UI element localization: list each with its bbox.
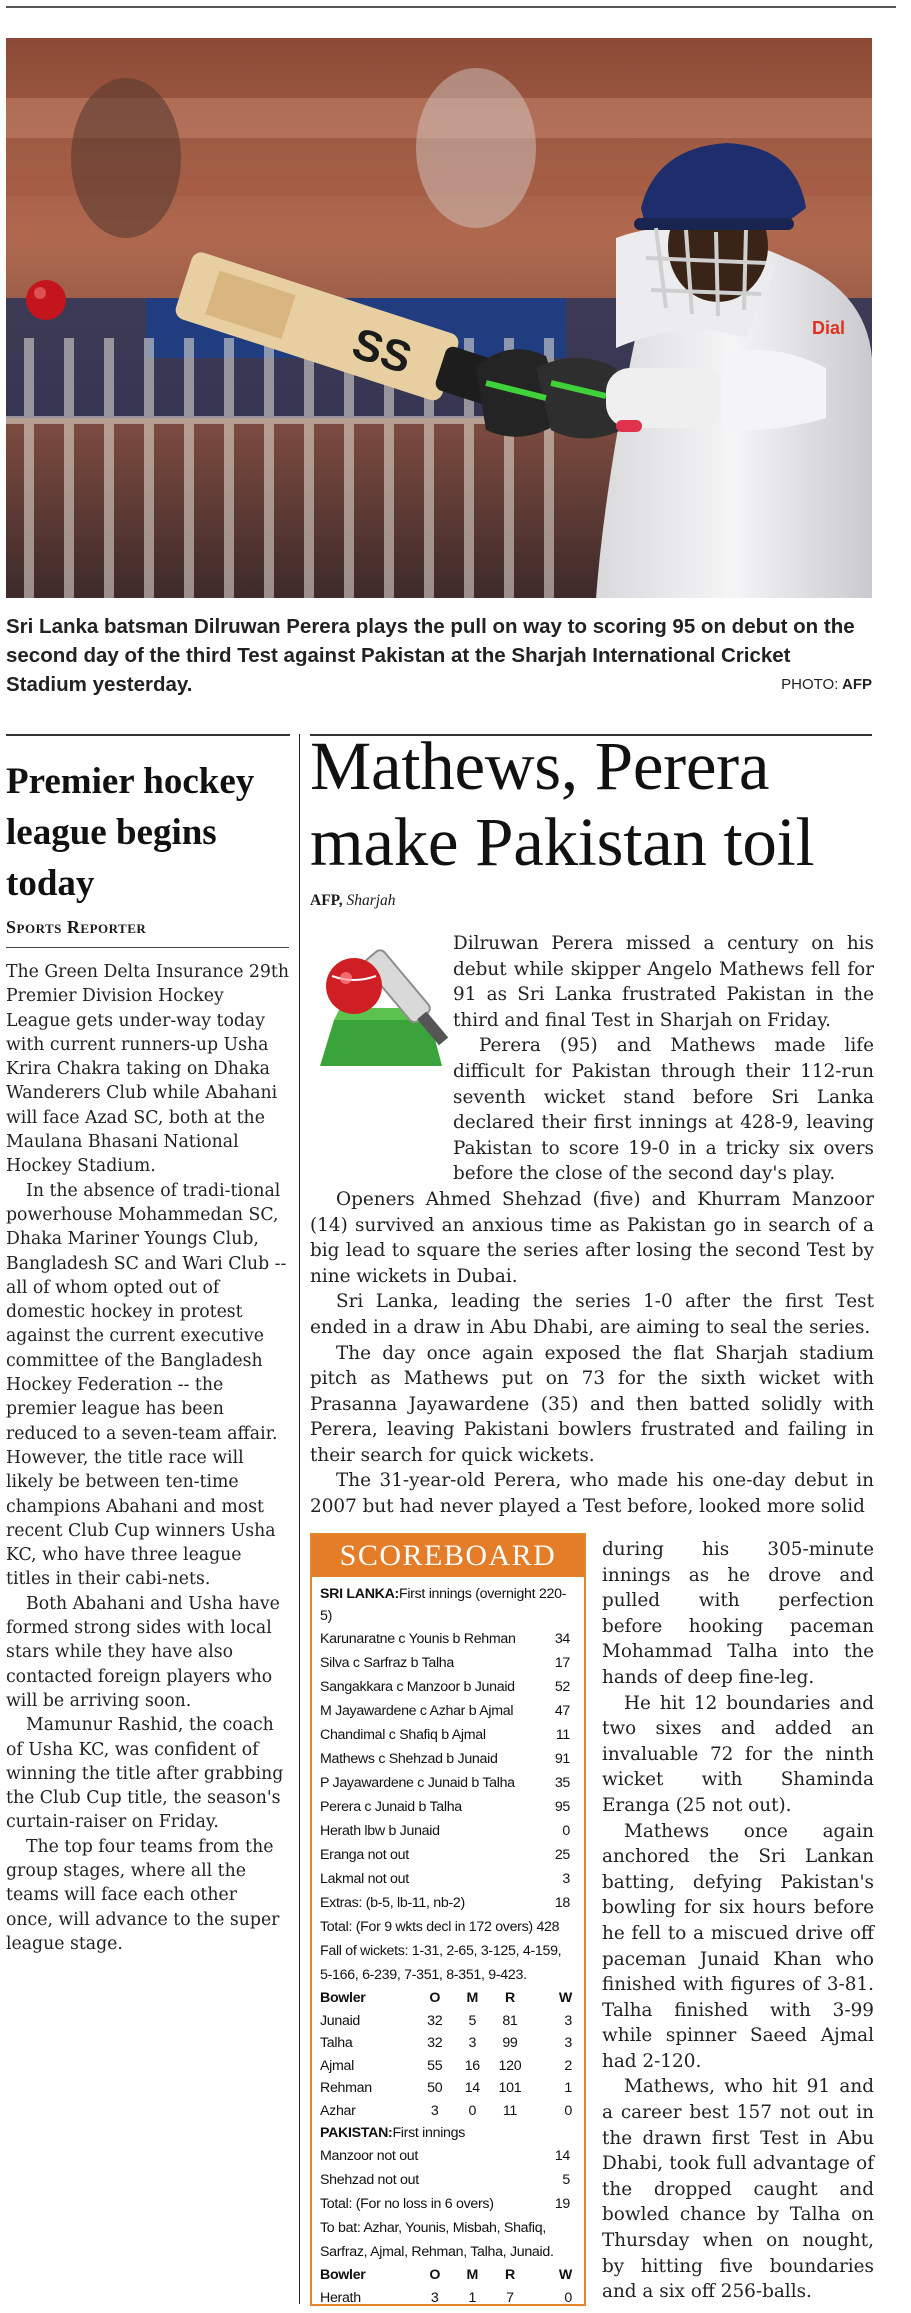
bowling-header-cell: W [558, 2267, 572, 2283]
sl-fall-of-wickets: Fall of wickets: 1-31, 2-65, 3-125, 4-159, 5-166, 6-239, 7-351, 8-351, 9-423. [320, 1943, 562, 1983]
photo-caption: Sri Lanka batsman Dilruwan Perera plays the pull on way to scoring 95 on debut on the second day of the third Test against Pakistan at the Sharjah International Cricket Stadium yesterday. [6, 615, 855, 696]
hockey-separator [6, 947, 289, 948]
main-paragraph: Perera (95) and Mathews made life difficult for Pakistan through their 112-run seventh wicket stand before Sri Lanka declared their first innings at 428-9, leaving Pakistan to score 19-0 in a tricky six overs before the close of the second day's play. [453, 1035, 874, 1185]
sl-innings-heading [320, 1583, 576, 1627]
batsman-runs: 17 [554, 1655, 570, 1671]
maidens-cell: 14 [464, 2080, 480, 2096]
batsman-runs: 95 [554, 1799, 570, 1815]
wickets-cell: 3 [564, 2035, 572, 2051]
main-article [310, 931, 874, 1520]
batsman-entry: Lakmal not out [320, 1871, 409, 1887]
sl-team: SRI LANKA: [320, 1586, 399, 1602]
hockey-body [6, 960, 289, 1956]
runs-cell: 7 [506, 2289, 514, 2306]
hockey-paragraph: The Green Delta Insurance 29th Premier Division Hockey League gets under-way today with current runners-up Usha Krira Chakra taking on Dhaka Wanderers Club while Abahani will face Azad SC, both at the Maulana Bhasani National Hockey Stadium. [6, 962, 289, 1177]
batsman-runs: 34 [554, 1631, 570, 1647]
sl-bowling-header [320, 2264, 576, 2287]
photo-credit-source: AFP [842, 676, 872, 693]
pak-bowling-row [320, 2055, 576, 2078]
bat-logo: SS [346, 318, 418, 384]
overs-cell: 55 [427, 2057, 443, 2074]
maidens-cell: 1 [468, 2289, 477, 2306]
bowling-header-cell: Bowler [320, 2267, 366, 2283]
batsman-entry: M Jayawardene c Azhar b Ajmal [320, 1703, 514, 1719]
scoreboard-body [312, 1577, 584, 2309]
sl-batting-row [320, 1819, 576, 1843]
overs-cell: 32 [427, 2035, 443, 2051]
bowler-name: Rehman [320, 2080, 372, 2096]
batsman-runs: 91 [554, 1751, 570, 1767]
bowling-header-cell: W [558, 1990, 572, 2006]
sl-batting-row [320, 1699, 576, 1723]
pak-batting-row [320, 2168, 576, 2192]
hockey-paragraph: In the absence of tradi-tional powerhouse Mohammedan SC, Dhaka Mariner Youngs Club, Bangladesh SC and Wari Club -- all of whom opted out of domestic hockey in protest against the current executive committee of the Bangladesh Hockey Federation -- the premier league has been reduced to a seven-team affair. However, the title race will likely be between ten-time champions Abahani and most recent Club Cup winners Usha KC, who have three league titles in their cabi-nets. [6, 1180, 287, 1590]
maidens-cell: 0 [468, 2102, 477, 2119]
batsman-entry: Perera c Junaid b Talha [320, 1799, 462, 1815]
sl-total: Total: (For 9 wkts decl in 172 overs) 428 [320, 1919, 560, 1935]
main-paragraph: The day once again exposed the flat Sharjah stadium pitch as Mathews put on 73 for the sixth wicket with Prasanna Jayawardene (35) and then batted solidly with Perera, leaving Pakistani bowlers frustrated and failing in their search for quick wickets. [310, 1342, 874, 1466]
batsman-entry: Chandimal c Shafiq b Ajmal [320, 1727, 486, 1743]
runs-cell: 101 [498, 2080, 522, 2096]
batsman-entry: Karunaratne c Younis b Rehman [320, 1631, 516, 1647]
batsman-entry: Manzoor not out [320, 2148, 419, 2164]
overs-cell: 3 [430, 2289, 439, 2306]
main-paragraph: He hit 12 boundaries and two sixes and added an invaluable 72 for the ninth wicket with Shaminda Eranga (25 not out). [602, 1692, 874, 1816]
runs-cell: 11 [502, 2102, 517, 2119]
wickets-cell: 1 [564, 2080, 572, 2096]
batsman-runs: 47 [554, 1703, 570, 1719]
pak-bowling-list [320, 2010, 576, 2123]
overs-cell: 32 [427, 2012, 443, 2029]
sl-batting-list [320, 1627, 576, 1915]
main-dateline [310, 892, 396, 910]
dateline-place: Sharjah [346, 892, 396, 909]
bowling-header-cell: M [466, 2267, 479, 2283]
bowling-header-cell: R [504, 2267, 515, 2283]
sl-innings-note: First innings (overnight 220-5) [320, 1586, 567, 1624]
main-paragraph: Dilruwan Perera missed a century on his debut while skipper Angelo Mathews fell for 91 as Sri Lanka frustrated Pakistan in the third and final Test in Sharjah on Friday. [453, 933, 874, 1031]
sl-bowling-row [320, 2287, 576, 2310]
bowling-header-cell: Bowler [320, 1990, 366, 2006]
pak-batting-row [320, 2192, 576, 2216]
wickets-cell: 0 [564, 2289, 572, 2306]
runs-cell: 120 [498, 2057, 522, 2074]
batsman-entry: Herath lbw b Junaid [320, 1823, 440, 1839]
main-paragraph: during his 305-minute innings as he drove and pulled with perfection before hooking paceman Mohammad Talha into the hands of deep fine-leg. [602, 1539, 874, 1688]
pak-bowling-row [320, 2010, 576, 2033]
runs-cell: 81 [502, 2012, 518, 2029]
batsman-runs: 3 [562, 1871, 570, 1887]
pak-batting-row [320, 2144, 576, 2168]
batsman-runs: 18 [554, 1895, 570, 1911]
pak-bowling-row [320, 2032, 576, 2055]
pak-bowling-header [320, 1987, 576, 2010]
shirt-logo: Dial [812, 318, 846, 338]
overs-cell: 50 [427, 2080, 443, 2096]
dateline-agency: AFP, [310, 892, 343, 909]
batsman-runs: 11 [555, 1727, 570, 1743]
hockey-byline [6, 917, 289, 938]
bowler-name: Ajmal [320, 2057, 354, 2074]
bowler-name: Herath [320, 2289, 361, 2306]
sl-batting-row [320, 1867, 576, 1891]
batsman-runs: 35 [554, 1775, 570, 1791]
sl-batting-row [320, 1747, 576, 1771]
hockey-paragraph: The top four teams from the group stages, where all the teams will face each other once, will advance to the super league stage. [6, 1836, 280, 1954]
main-paragraph: Openers Ahmed Shehzad (five) and Khurram Manzoor (14) survived an anxious time as Pakistan go in search of a big lead to square the series after losing the second Test by nine wickets in Dubai. [310, 1188, 874, 1287]
runs-cell: 99 [502, 2035, 518, 2051]
sl-batting-row [320, 1723, 576, 1747]
pak-to-bat: To bat: Azhar, Younis, Misbah, Shafiq, Sarfraz, Ajmal, Rehman, Talha, Junaid. [320, 2220, 554, 2260]
pak-batting-list [320, 2144, 576, 2216]
batsman-entry: P Jayawardene c Junaid b Talha [320, 1775, 515, 1791]
bowling-header-cell: O [429, 2267, 441, 2283]
batsman-entry: Extras: (b-5, lb-11, nb-2) [320, 1895, 465, 1911]
sl-batting-row [320, 1675, 576, 1699]
batsman-runs: 52 [554, 1679, 570, 1695]
pak-team: PAKISTAN: [320, 2125, 393, 2141]
photo-credit-label: PHOTO: [781, 676, 839, 693]
sl-batting-row [320, 1891, 576, 1915]
cricket-photo [6, 38, 872, 598]
batsman-runs: 5 [562, 2172, 570, 2188]
sl-batting-row [320, 1771, 576, 1795]
wickets-cell: 2 [564, 2057, 572, 2074]
hockey-byline-text: Sports Reporter [6, 917, 147, 937]
bowling-header-cell: O [429, 1990, 441, 2006]
pak-innings-heading [320, 2122, 576, 2144]
maidens-cell: 5 [468, 2012, 477, 2029]
batsman-entry: Sangakkara c Manzoor b Junaid [320, 1679, 515, 1695]
batsman-entry: Silva c Sarfraz b Talha [320, 1655, 454, 1671]
maidens-cell: 3 [468, 2035, 477, 2051]
batsman-entry: Shehzad not out [320, 2172, 419, 2188]
batsman-entry: Total: (For no loss in 6 overs) [320, 2196, 494, 2212]
sl-batting-row [320, 1627, 576, 1651]
main-paragraph: Mathews once again anchored the Sri Lankan batting, defying Pakistan's bowling for six hours before he fell to a miscued drive off paceman Junaid Khan who finished with figures of 3-81. Talha finished with 3-99 while spinner Saeed Ajmal had 2-120. [602, 1820, 874, 2072]
sl-batting-row [320, 1795, 576, 1819]
bowler-name: Azhar [320, 2102, 356, 2119]
photo-credit [781, 676, 872, 693]
overs-cell: 3 [430, 2102, 439, 2119]
bowling-header-cell: R [504, 1990, 515, 2006]
hockey-article [6, 756, 289, 1956]
bowler-name: Talha [320, 2035, 353, 2051]
hockey-paragraph: Both Abahani and Usha have formed strong sides with local stars while they have also contacted foreign players who will be arriving soon. [6, 1593, 280, 1711]
main-paragraph: The 31-year-old Perera, who made his one-day debut in 2007 but had never played a Test before, looked more solid [310, 1470, 874, 1518]
bowler-name: Junaid [320, 2012, 361, 2029]
maidens-cell: 16 [464, 2057, 480, 2074]
batsman-runs: 14 [554, 2148, 570, 2164]
main-article-continued [602, 1537, 874, 2305]
wickets-cell: 3 [564, 2012, 572, 2029]
left-column-rule [6, 734, 290, 736]
batsman-entry: Eranga not out [320, 1847, 409, 1863]
batsman-runs: 0 [562, 1823, 570, 1839]
main-paragraph: Mathews, who hit 91 and a career best 157 not out in the drawn first Test in Abu Dhabi, took full advantage of the dropped caught and bowled chance by Talha on Thursday when on nought, by hitting five boundaries and a six off 256-balls. [602, 2076, 874, 2303]
pak-innings-note: First innings [392, 2125, 466, 2141]
wickets-cell: 0 [564, 2102, 572, 2119]
hockey-paragraph: Mamunur Rashid, the coach of Usha KC, was confident of winning the title after grabbing the Club Cup title, the season's curtain-raiser on Friday. [6, 1715, 284, 1833]
bowling-header-cell: M [466, 1990, 479, 2006]
sl-bowling-list [320, 2287, 576, 2310]
main-headline: Mathews, Perera make Pakistan toil [310, 728, 815, 880]
main-paragraph: Sri Lanka, leading the series 1-0 after the first Test ended in a draw in Abu Dhabi, are aiming to seal the series. [310, 1291, 874, 1338]
pak-bowling-row [320, 2100, 576, 2123]
batsman-runs: 19 [554, 2196, 570, 2212]
pak-bowling-row [320, 2077, 576, 2100]
sl-batting-row [320, 1843, 576, 1867]
sl-batting-row [320, 1651, 576, 1675]
column-divider [299, 734, 300, 2304]
hockey-headline: Premier hockey league begins today [6, 761, 255, 904]
scoreboard-title: SCOREBOARD [312, 1535, 584, 1577]
batsman-runs: 25 [554, 1847, 570, 1863]
batsman-entry: Mathews c Shehzad b Junaid [320, 1751, 498, 1767]
top-rule [6, 6, 896, 8]
scoreboard-box [310, 1533, 586, 2306]
